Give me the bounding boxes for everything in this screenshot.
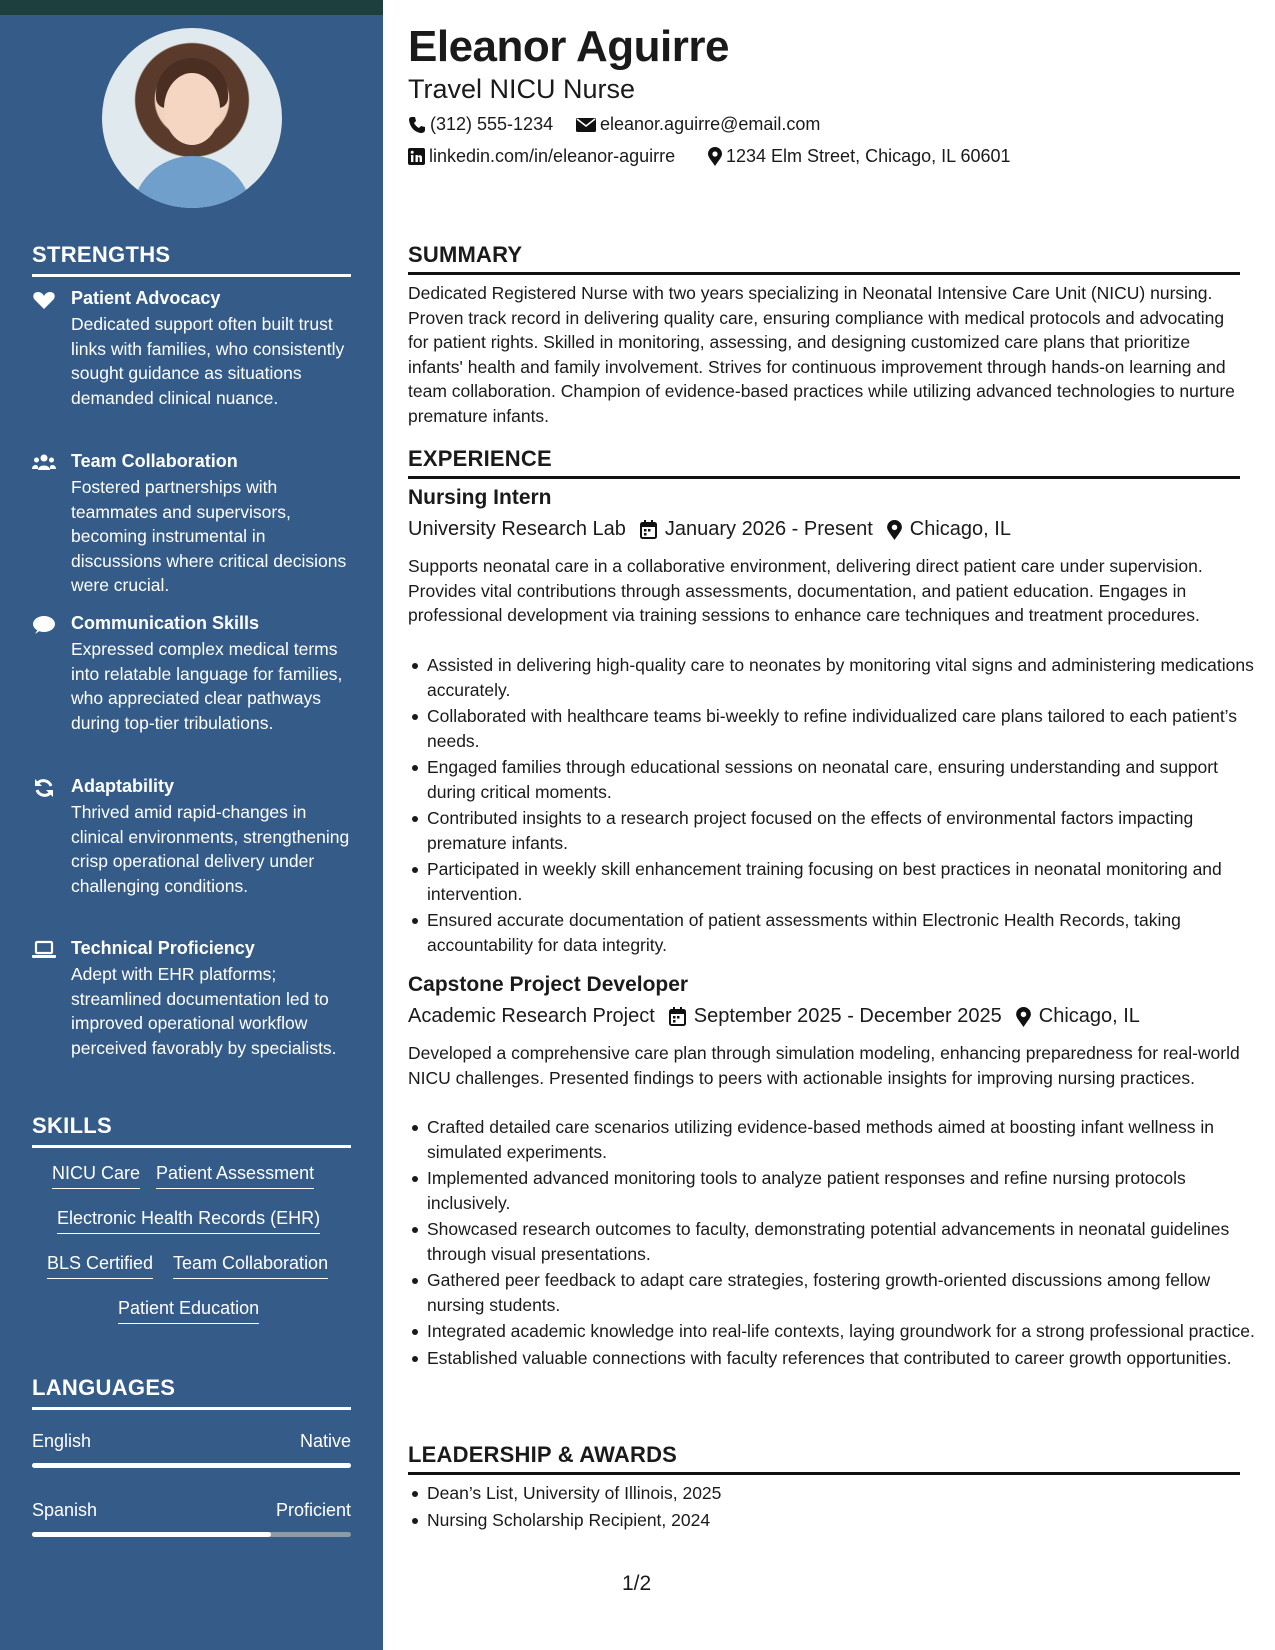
job-org: Academic Research Project bbox=[408, 1005, 655, 1027]
list-item: Assisted in delivering high-quality care to neonates by monitoring vital signs and administering medications accurately. bbox=[427, 653, 1259, 702]
contact-email[interactable] bbox=[576, 114, 820, 135]
awards-heading: LEADERSHIP & AWARDS bbox=[408, 1442, 1240, 1475]
candidate-title: Travel NICU Nurse bbox=[408, 74, 636, 104]
summary-heading: SUMMARY bbox=[408, 242, 1240, 275]
summary-text: Dedicated Registered Nurse with two years specializing in Neonatal Intensive Care Unit (NICU) nursing. Proven track record in delivering quality care, ensuring compliance with medical protocols and advocating for patient rights. Skilled in monitoring, assessing, and designing customized care plans that prioritize infants' health and family involvement. Strives for continuous improvement through hands-on learning and team collaboration. Champion of evidence-based practices while utilizing advanced technologies to nurture premature infants. bbox=[408, 283, 1235, 426]
contact-address bbox=[708, 146, 1011, 167]
candidate-name: Eleanor Aguirre bbox=[408, 22, 729, 71]
language-level: Native bbox=[299, 1431, 351, 1451]
language-name: Spanish bbox=[32, 1500, 98, 1520]
chat-icon bbox=[32, 615, 56, 635]
job-description: Supports neonatal care in a collaborative environment, delivering direct patient care under supervision. Provides vital contributions through assessments, documentation, and patient education. Engages in professional development via training sessions to enhance care techniques and treatment procedures. bbox=[408, 556, 1203, 625]
list-item: Gathered peer feedback to adapt care strategies, fostering growth-oriented discussions among fellow nursing students. bbox=[427, 1268, 1259, 1317]
list-item: Collaborated with healthcare teams bi-weekly to refine individualized care plans tailored to each patient’s needs. bbox=[427, 704, 1259, 753]
users-icon bbox=[32, 453, 56, 473]
list-item: Dean’s List, University of Illinois, 2025 bbox=[427, 1481, 1259, 1506]
job-description: Developed a comprehensive care plan through simulation modeling, enhancing preparedness for real-world NICU challenges. Presented findings to peers with actionable insights for improving nursing practices. bbox=[408, 1043, 1240, 1088]
strength-desc: Thrived amid rapid-changes in clinical environments, strengthening crisp operational delivery under challenging conditions. bbox=[71, 802, 350, 896]
list-item: Established valuable connections with faculty references that contributed to career growth opportunities. bbox=[427, 1346, 1259, 1371]
list-item: Contributed insights to a research project focused on the effects of environmental factors impacting premature infants. bbox=[427, 806, 1259, 855]
strength-item bbox=[32, 937, 352, 1060]
skill-tag: Patient Assessment bbox=[156, 1162, 314, 1189]
strength-desc: Expressed complex medical terms into relatable language for families, who appreciated clear pathways during top-tier tribulations. bbox=[71, 639, 343, 733]
list-item: Engaged families through educational sessions on neonatal care, ensuring understanding and support during critical moments. bbox=[427, 755, 1259, 804]
language-proficiency-fill bbox=[32, 1463, 351, 1468]
list-item: Crafted detailed care scenarios utilizing evidence-based methods aimed at boosting infant wellness in simulated experiments. bbox=[427, 1115, 1259, 1164]
phone-icon bbox=[408, 116, 426, 134]
linkedin-icon bbox=[408, 148, 425, 165]
skills-heading: SKILLS bbox=[32, 1113, 351, 1148]
job-location: Chicago, IL bbox=[1038, 1005, 1140, 1027]
job-role: Capstone Project Developer bbox=[408, 973, 689, 996]
language-proficiency-bar bbox=[32, 1463, 351, 1468]
list-item: Ensured accurate documentation of patient assessments within Electronic Health Records, taking accountability for data integrity. bbox=[427, 908, 1259, 957]
location-pin-icon bbox=[708, 147, 722, 166]
strength-item bbox=[32, 450, 352, 598]
strength-title: Adaptability bbox=[71, 776, 175, 796]
job-org: University Research Lab bbox=[408, 518, 626, 540]
strength-desc: Adept with EHR platforms; streamlined documentation led to improved operational workflow perceived favorably by specialists. bbox=[71, 964, 337, 1058]
strength-title: Patient Advocacy bbox=[71, 288, 221, 308]
list-item: Integrated academic knowledge into real-life contexts, laying groundwork for a strong professional practice. bbox=[427, 1319, 1259, 1344]
job-bullets bbox=[408, 1115, 1259, 1372]
strength-desc: Fostered partnerships with teammates and supervisors, becoming instrumental in discussions where critical decisions were crucial. bbox=[71, 477, 347, 595]
list-item: Implemented advanced monitoring tools to analyze patient responses and refine nursing protocols inclusively. bbox=[427, 1166, 1259, 1215]
phone-text: (312) 555-1234 bbox=[430, 114, 554, 134]
linkedin-text: linkedin.com/in/eleanor-aguirre bbox=[429, 146, 676, 166]
strength-desc: Dedicated support often built trust links with families, who consistently sought guidance as situations demanded clinical nuance. bbox=[71, 314, 345, 408]
skill-tag: NICU Care bbox=[52, 1162, 140, 1189]
job-location: Chicago, IL bbox=[909, 518, 1011, 540]
list-item: Showcased research outcomes to faculty, demonstrating potential advancements in neonatal guidelines through visual presentations. bbox=[427, 1217, 1259, 1266]
sidebar bbox=[0, 0, 383, 1650]
job-role: Nursing Intern bbox=[408, 486, 552, 509]
strength-title: Communication Skills bbox=[71, 613, 260, 633]
awards-list bbox=[408, 1481, 1259, 1534]
job-dates: January 2026 - Present bbox=[664, 518, 873, 540]
calendar-icon bbox=[669, 1007, 686, 1026]
page-number: 1/2 bbox=[622, 1572, 652, 1595]
laptop-icon bbox=[32, 940, 56, 960]
experience-heading: EXPERIENCE bbox=[408, 446, 1240, 479]
contact-phone[interactable] bbox=[408, 114, 553, 135]
strength-item bbox=[32, 612, 352, 735]
refresh-icon bbox=[32, 778, 56, 798]
list-item: Participated in weekly skill enhancement training focusing on best practices in neonatal monitoring and intervention. bbox=[427, 857, 1259, 906]
strength-title: Technical Proficiency bbox=[71, 938, 255, 958]
strength-title: Team Collaboration bbox=[71, 451, 238, 471]
strength-item bbox=[32, 287, 352, 410]
job-meta bbox=[408, 518, 1011, 541]
language-level: Proficient bbox=[275, 1500, 351, 1520]
email-text: eleanor.aguirre@email.com bbox=[600, 114, 821, 134]
location-pin-icon bbox=[1016, 1007, 1031, 1027]
job-bullets bbox=[408, 653, 1259, 959]
calendar-icon bbox=[640, 520, 657, 539]
list-item: Nursing Scholarship Recipient, 2024 bbox=[427, 1508, 1259, 1533]
skill-tag: Team Collaboration bbox=[173, 1252, 328, 1279]
address-text: 1234 Elm Street, Chicago, IL 60601 bbox=[726, 146, 1011, 166]
language-proficiency-bar bbox=[32, 1532, 351, 1537]
location-pin-icon bbox=[887, 520, 902, 540]
job-meta bbox=[408, 1005, 1140, 1028]
envelope-icon bbox=[576, 117, 596, 133]
skill-tag: BLS Certified bbox=[47, 1252, 153, 1279]
skill-tag: Electronic Health Records (EHR) bbox=[57, 1207, 320, 1234]
job-dates: September 2025 - December 2025 bbox=[693, 1005, 1002, 1027]
language-name: English bbox=[32, 1431, 92, 1451]
skill-tag: Patient Education bbox=[118, 1297, 259, 1324]
avatar bbox=[102, 28, 282, 208]
strengths-heading: STRENGTHS bbox=[32, 242, 351, 277]
language-proficiency-fill bbox=[32, 1532, 271, 1537]
languages-heading: LANGUAGES bbox=[32, 1375, 351, 1410]
heart-icon bbox=[32, 290, 56, 310]
sidebar-top-bar bbox=[0, 0, 383, 15]
contact-linkedin[interactable] bbox=[408, 146, 675, 167]
strength-item bbox=[32, 775, 352, 898]
